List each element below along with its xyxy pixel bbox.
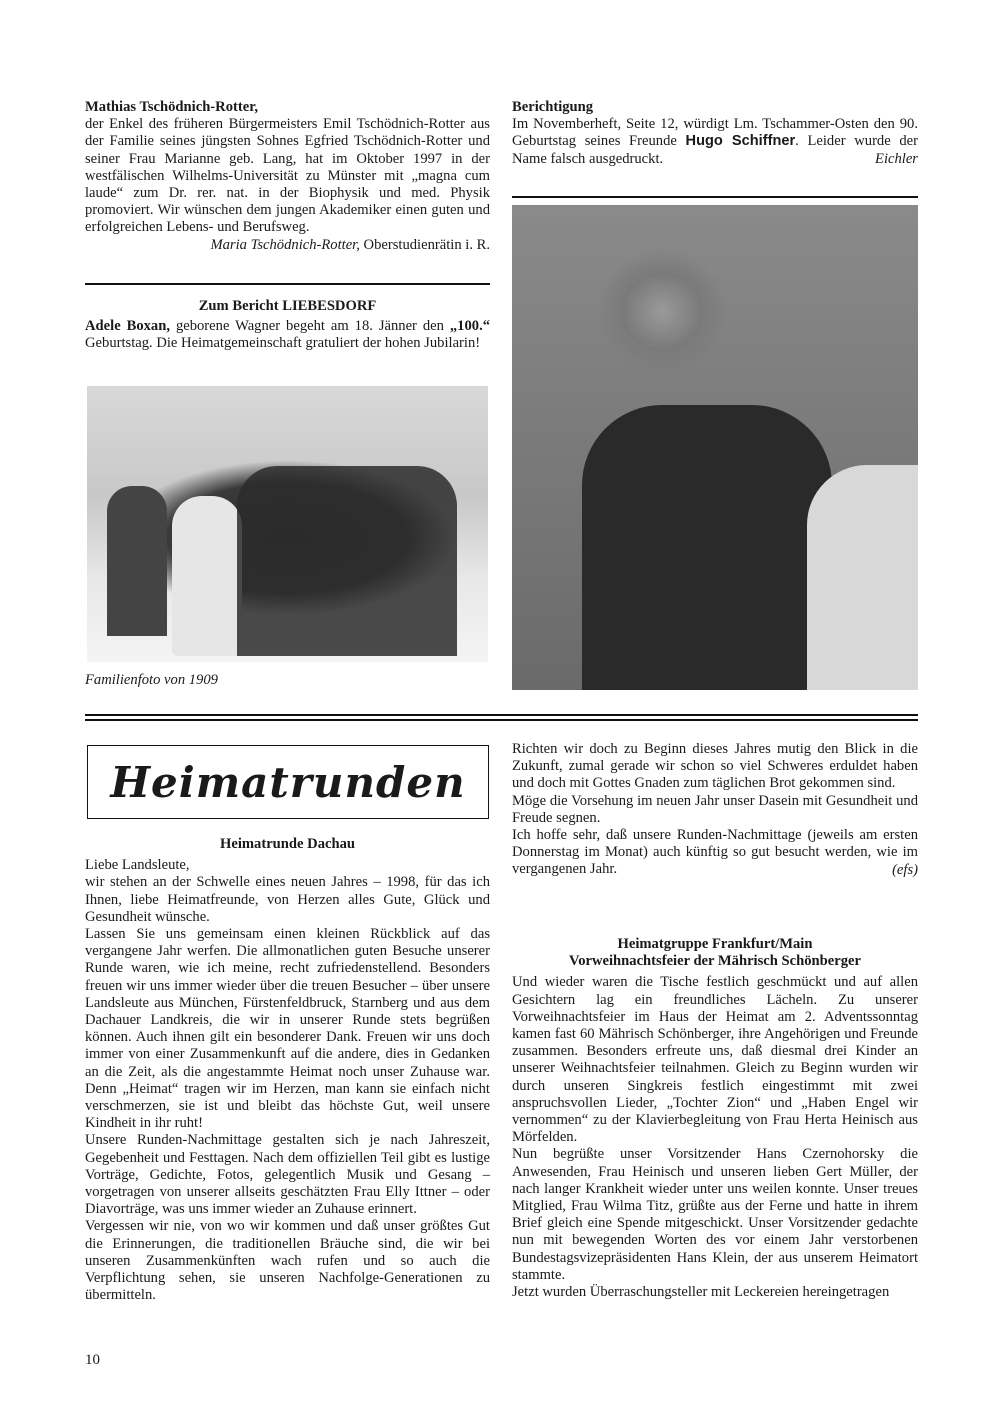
section-divider-bottom (85, 719, 918, 721)
divider (512, 196, 918, 198)
article-berichtigung (512, 99, 918, 168)
section-divider-top (85, 714, 918, 716)
article-subheading: Vorweihnachtsfeier der Mährisch Schönberger (569, 953, 861, 970)
paragraph: Richten wir doch zu Beginn dieses Jahres mutig den Blick in die Zukunft, zumal gerade wir schon so viel Schweres erduldet haben und doch mit Gottes Gnaden zum täglichen Brot gekommen sind. (512, 741, 918, 792)
article-body (85, 318, 490, 352)
name: Adele Boxan, (85, 318, 170, 335)
article-body: der Enkel des früheren Bürgermeisters Emil Tschödnich-Rotter aus der Familie seines jüngsten Sohnes Egfried Tschödnich-Rotter und seiner Frau Marianne geb. Lang, hat im Oktober 1997 in der westfälischen Wilhelms-Universität zu Münster mit „magna cum laude“ zum Dr. rer. nat. in der Biophysik und med. Physik promoviert. Wir wünschen dem jungen Akademiker einen guten und erfolgreichen Lebens- und Berufsweg. (85, 116, 490, 236)
article-frankfurt (512, 936, 918, 1301)
divider (85, 283, 490, 285)
paragraph: Und wieder waren die Tische festlich geschmückt und auf allen Gesichtern lag ein freundliches Lächeln. Zu unserer Vorweihnachtsfeier im Haus der Heimat am 2. Adventssonntag kamen fast 60 Mährisch Schönberger, ihre Angehörigen und Freunde zusammen. Besonders erfreute uns, daß diesmal drei Kinder an unserer Weihnachtsfeier teilnahmen. Gleich zu Beginn wurden wir durch unseren Singkreis festlich eingestimmt mit zwei anspruchsvollen Lieder, „Tochter Zion“ und „Haben Engel wir vernommen“ zu der Klavierbegleitung von Frau Herta Heinisch aus Mörfelden. (512, 974, 918, 1146)
body-text: Geburtstag. Die Heimatgemeinschaft gratuliert der hohen Jubilarin! (85, 335, 481, 352)
article-title: Mathias Tschödnich-Rotter, (85, 99, 258, 115)
age: „100.“ (449, 318, 491, 335)
article-liebesdorf (85, 298, 490, 353)
paragraph: Unsere Runden-Nachmittage gestalten sich je nach Jahreszeit, Gegebenheit und Festtagen. Nach dem offiziellen Teil gibt es lustige Vorträge, Gedichte, Fotos, gelegentlich Musik und Gesang – vorgetragen von unserer allseits geschätzten Frau Elly Ittner – oder Diavorträge, was uns immer wieder an Zuhause erinnert. (85, 1132, 490, 1218)
paragraph: Lassen Sie uns gemeinsam einen kleinen Rückblick auf das vergangene Jahr werfen. Die allmonatlichen guten Besuche unserer Runde waren, wie ich meine, recht zufriedenstellend. Besonders freuen wir uns immer wieder über die treuen Besucher – über unsere Landsleute aus München, Fürstenfeldbruck, Starnberg und aus dem Dachauer Landkreis, die wir in unserer Runde stets begrüßen können. Auch ihnen gilt ein besonderer Dank. Freuen wir uns doch immer von einer Zusammenkunft auf die andere, dies in Gedanken an die Zeit, als die angestammte Heimat noch unser Zuhause war. Denn „Heimat“ tragen wir im Herzen, man kann sie einfach nicht verschmerzen, sie ist und bleibt das höchste Gut, weil unsere Kindheit in ihr ruht! (85, 926, 490, 1132)
author: (efs) (892, 861, 918, 878)
banner-title: Heimatrunden (110, 757, 466, 807)
paragraph: wir stehen an der Schwelle eines neuen Jahres – 1998, für das ich Ihnen, liebe Heimatfreunde, von Herzen alles Gute, Glück und Gesundheit wünsche. (85, 874, 490, 925)
article-heading: Berichtigung (512, 99, 594, 115)
paragraph: Liebe Landsleute, (85, 857, 190, 874)
name: Hugo Schiffner (685, 133, 796, 150)
article-heading: Heimatgruppe Frankfurt/Main (617, 936, 813, 952)
paragraph: Vergessen wir nie, von wo wir kommen und daß unser größtes Gut die Erinnerungen, die traditionellen Bräuche sind, die wir bei unseren Zusammenkünften wach rufen und so auch die Verpflichtung sehen, sie unseren Nachfolge-Generationen zu übermitteln. (85, 1218, 490, 1304)
signature-name: Maria Tschödnich-Rotter, (210, 236, 360, 253)
paragraph: Jetzt wurden Überraschungsteller mit Leckereien hereingetragen (512, 1284, 890, 1301)
body-text: Im Novemberheft, Seite 12, würdigt Lm. Tschammer-Osten den 90. Geburtstag seines Freunde (512, 116, 918, 150)
body-text: . Leider wurde der Name falsch ausgedruckt. (512, 133, 919, 167)
heimatrunden-banner (87, 745, 489, 819)
signature-title: Oberstudienrätin i. R. (359, 236, 490, 253)
article-mathias (85, 99, 490, 254)
page-number: 10 (85, 1352, 100, 1368)
article-heading: Heimatrunde Dachau (220, 836, 355, 852)
family-photo (87, 386, 488, 662)
article-dachau-continued (512, 741, 918, 879)
article-heading: Zum Bericht LIEBESDORF (198, 298, 377, 314)
body-text: geborene Wagner begeht am 18. Jänner den (170, 318, 450, 335)
author: Eichler (875, 150, 918, 167)
paragraph: Ich hoffe sehr, daß unsere Runden-Nachmittage (jeweils am ersten Donnerstag im Monat) auch künftig so gut besucht werden, wie im vergangenen Jahr. (512, 827, 918, 878)
paragraph: Möge die Vorsehung im neuen Jahr unser Dasein mit Gesundheit und Freude segnen. (512, 792, 918, 826)
article-signature (85, 237, 490, 254)
girl-portrait-photo (512, 205, 918, 690)
photo-caption: Familienfoto von 1909 (85, 672, 218, 688)
paragraph: Nun begrüßte unser Vorsitzender Hans Czernohorsky die Anwesenden, Frau Heinisch und unseren lieben Gert Müller, der nach langer Krankheit wieder unter uns weilen konnte. Unser treues Mitglied, Frau Wilma Titz, grüßte aus der Ferne und hatte in ihrem Brief gleich eine Spende mitgeschickt. Unser Vorsitzender gedachte nun mit bewegenden Worten des vor einem Jahr verstorbenen Bundestagsvizepräsidenten Hans Klein, der aus unserem Heimatort stammte. (512, 1146, 918, 1283)
article-dachau (85, 836, 490, 1304)
